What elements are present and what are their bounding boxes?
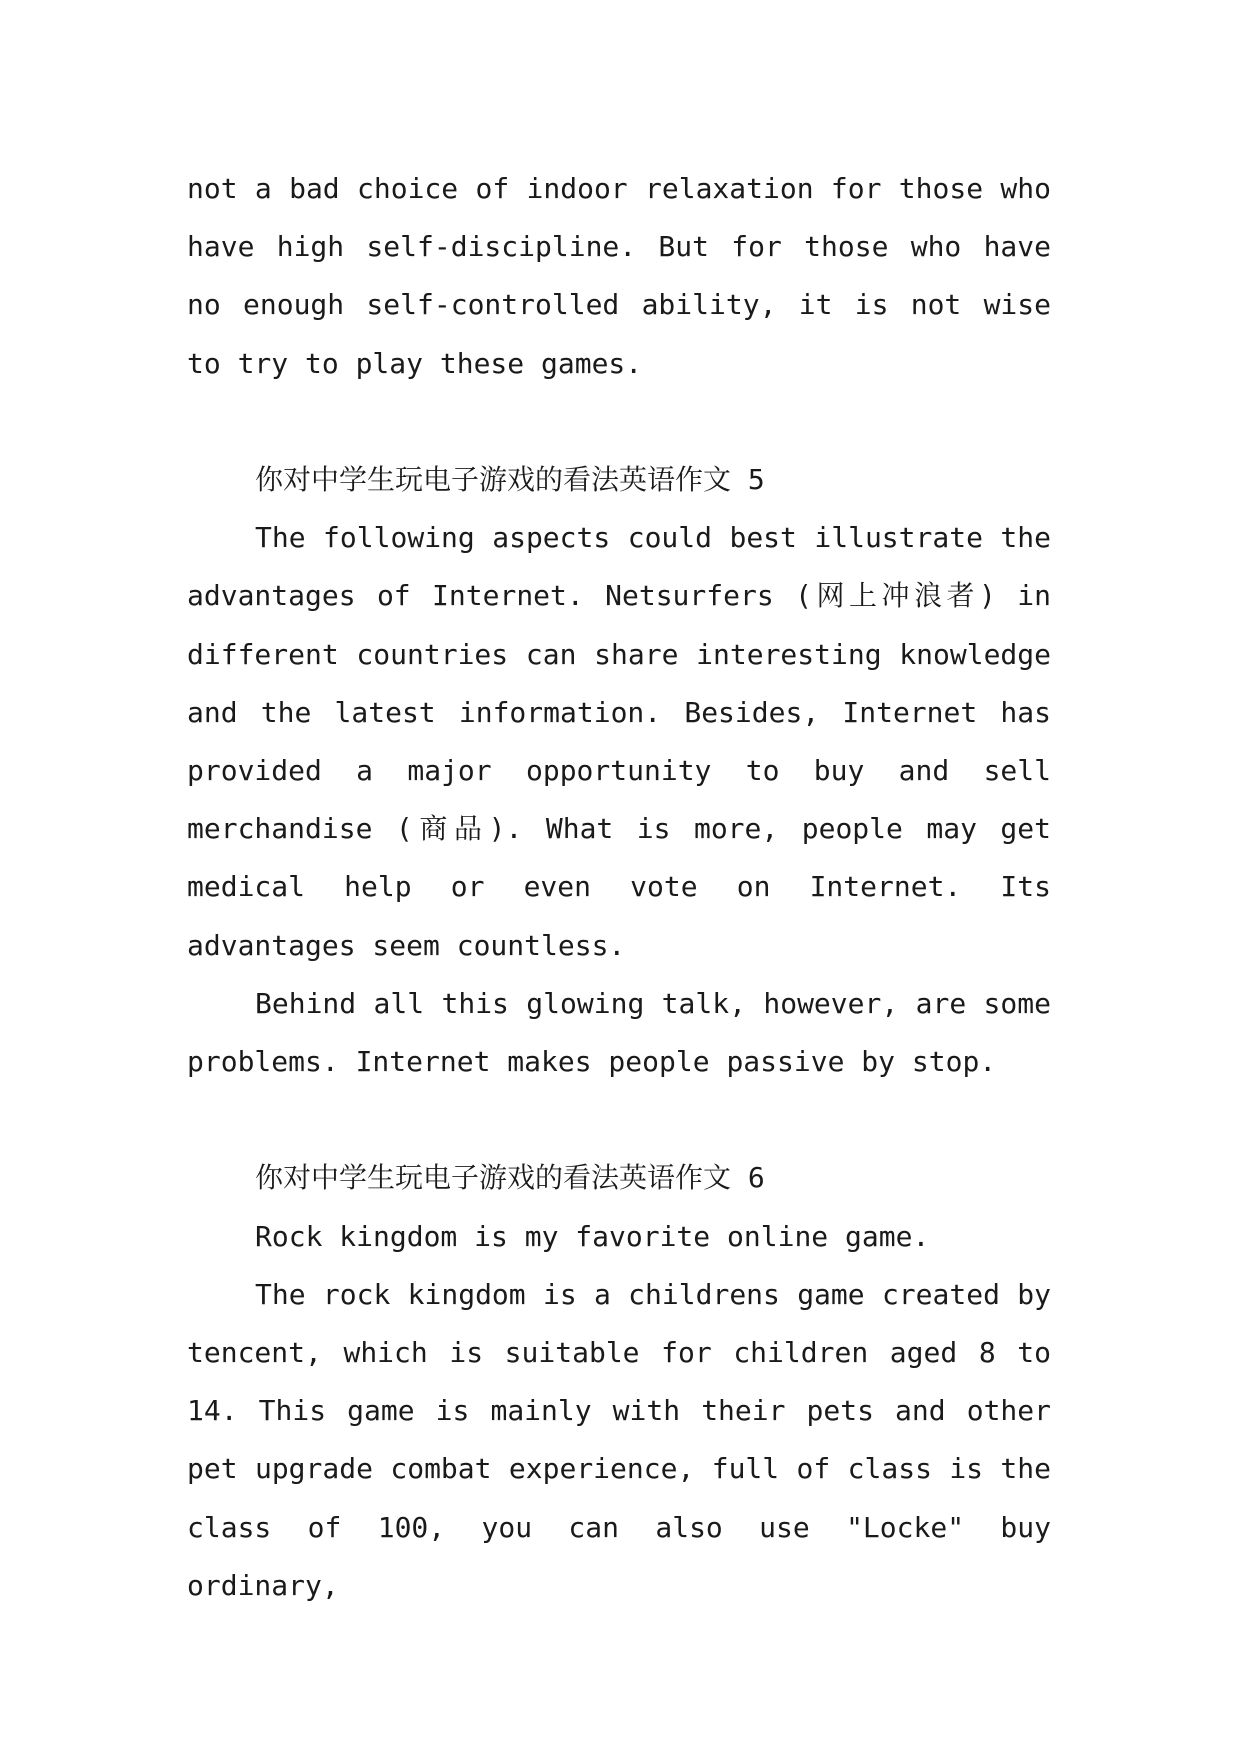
paragraph-self-discipline: not a bad choice of indoor relaxation for those who have high self-discipline. But for those who have no enough self-controlled ability, it is not wise to try to play these games. — [187, 172, 1051, 380]
document-body — [187, 160, 1051, 1615]
paragraph-internet-problems: Behind all this glowing talk, however, are some problems. Internet makes people passive by stop. — [187, 986, 1051, 1079]
section-heading-6: 你对中学生玩电子游戏的看法英语作文 6 — [255, 1161, 765, 1195]
section-gap — [187, 393, 1051, 451]
paragraph-internet-advantages: The following aspects could best illustrate the advantages of Internet. Netsurfers (网上冲浪者) in different countries can share interesting knowledge and the latest information. Besides, Internet has provided a major opportunity to buy and sell merchandise (商品). What is more, people may get medical help or even vote on Internet. Its advantages seem countless. — [187, 521, 1051, 962]
paragraph-favorite-game: Rock kingdom is my favorite online game. — [255, 1219, 930, 1253]
paragraph-rock-kingdom: The rock kingdom is a childrens game created by tencent, which is suitable for children aged 8 to 14. This game is mainly with their pets and other pet upgrade combat experience, full of class is the class of 100, you can also use "Locke" buy ordinary, — [187, 1277, 1051, 1602]
section-gap — [187, 1091, 1051, 1149]
section-heading-5: 你对中学生玩电子游戏的看法英语作文 5 — [255, 463, 765, 496]
